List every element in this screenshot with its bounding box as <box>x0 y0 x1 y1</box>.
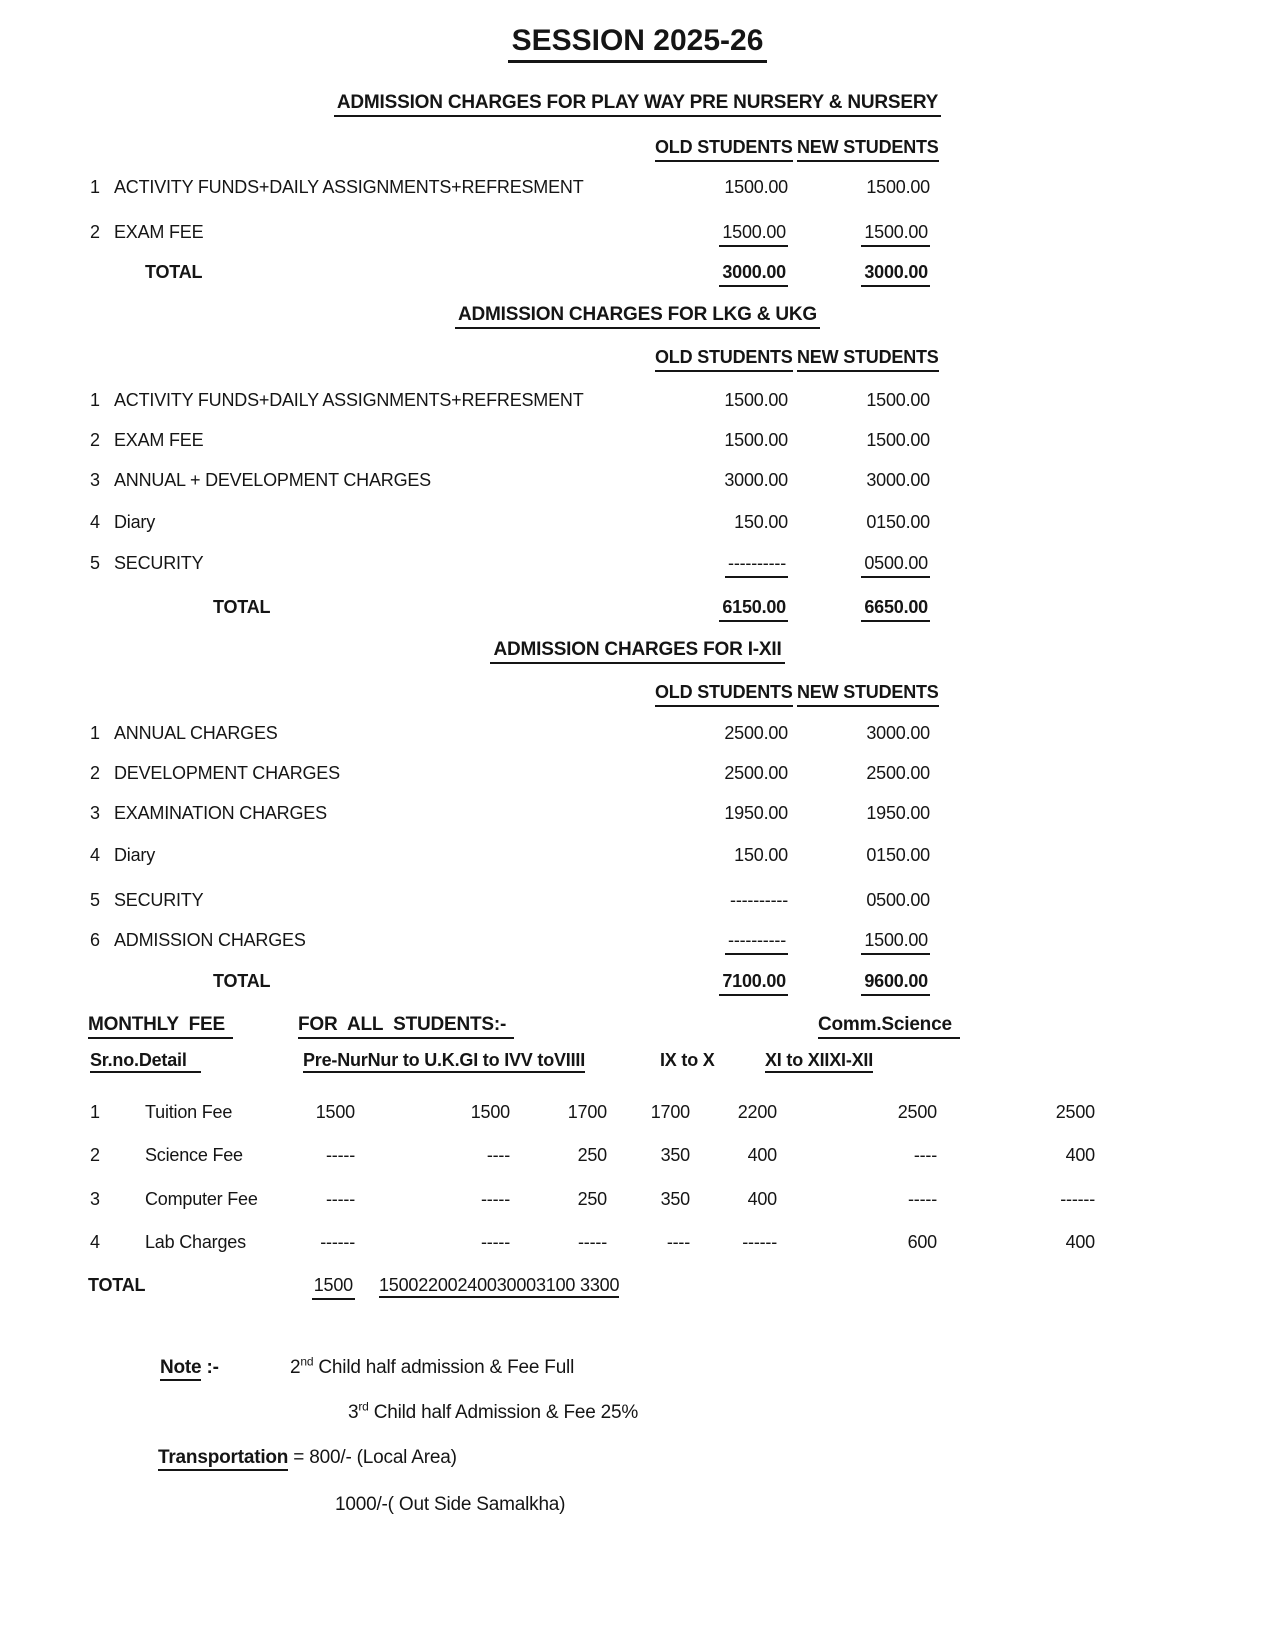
row-number: 2 <box>90 222 100 242</box>
new-students-value: 1500.00 <box>861 928 930 955</box>
page-title: SESSION 2025-26 <box>508 24 768 63</box>
title-row <box>0 24 1275 63</box>
row-number: 4 <box>90 1232 100 1252</box>
old-students-header: OLD STUDENTS <box>655 680 793 707</box>
total-label: TOTAL <box>213 971 271 991</box>
value-ix-x: ------ <box>742 1232 777 1252</box>
total-label: TOTAL <box>213 597 271 617</box>
row-number: 4 <box>90 512 100 532</box>
monthly-fee-title-row <box>0 1013 1275 1039</box>
comm-science-label: Comm.Science <box>818 1014 960 1039</box>
new-students-value: 1500.00 <box>866 390 930 410</box>
new-students-value: 0500.00 <box>861 551 930 578</box>
new-students-value: 3000.00 <box>866 470 930 490</box>
class-columns-header-run2: XI to XIIXI-XII <box>765 1050 873 1073</box>
old-students-total: 7100.00 <box>719 969 788 996</box>
new-students-value: 0150.00 <box>866 845 930 865</box>
row-number: 2 <box>90 430 100 450</box>
section-header-i-xii <box>0 638 1275 664</box>
value-v-viii: 350 <box>660 1145 690 1165</box>
total-row <box>0 595 1275 621</box>
new-students-header: NEW STUDENTS <box>797 680 939 707</box>
note-line-1 <box>0 1355 1275 1385</box>
fee-label: Lab Charges <box>145 1232 246 1252</box>
old-students-value: 1500.00 <box>724 177 788 197</box>
new-students-total: 9600.00 <box>861 969 930 996</box>
new-students-value: 3000.00 <box>866 723 930 743</box>
fee-label: Science Fee <box>145 1145 243 1165</box>
note-label-suffix: :- <box>201 1357 219 1378</box>
fee-label: ANNUAL CHARGES <box>114 723 278 743</box>
value-ix-x: 400 <box>747 1145 777 1165</box>
fee-label: EXAMINATION CHARGES <box>114 803 327 823</box>
row-number: 1 <box>90 723 100 743</box>
fee-row <box>0 801 1275 827</box>
value-xi-xii-comm: 600 <box>907 1232 937 1252</box>
value-v-viii: 350 <box>660 1189 690 1209</box>
fee-row <box>0 428 1275 454</box>
monthly-row-tuition <box>0 1100 1275 1126</box>
transportation-line-1 <box>0 1445 1275 1475</box>
fee-row <box>0 551 1275 577</box>
value-nur-ukg: ---- <box>486 1145 510 1165</box>
new-students-value: 1500.00 <box>866 177 930 197</box>
fee-row <box>0 388 1275 414</box>
column-headers <box>0 135 1275 161</box>
for-all-students-label: FOR ALL STUDENTS:- <box>298 1014 514 1039</box>
new-students-total: 3000.00 <box>861 260 930 287</box>
fee-row <box>0 510 1275 536</box>
new-students-value: 2500.00 <box>866 763 930 783</box>
monthly-table-header <box>0 1048 1275 1074</box>
value-pre-nur: 1500 <box>315 1102 355 1122</box>
new-students-value: 1500.00 <box>866 430 930 450</box>
new-students-header: NEW STUDENTS <box>797 345 939 372</box>
fee-label: Tuition Fee <box>145 1102 233 1122</box>
value-nur-ukg: ----- <box>481 1232 510 1252</box>
monthly-row-science <box>0 1143 1275 1169</box>
fee-label: EXAM FEE <box>114 222 204 242</box>
transportation-text: = 800/- (Local Area) <box>288 1447 457 1468</box>
row-number: 6 <box>90 930 100 950</box>
section-header-playway <box>0 91 1275 117</box>
value-nur-ukg: 1500 <box>470 1102 510 1122</box>
value-xi-xii-science: 2500 <box>1055 1102 1095 1122</box>
fee-row <box>0 721 1275 747</box>
value-i-iv: 250 <box>577 1145 607 1165</box>
fee-label: SECURITY <box>114 890 204 910</box>
old-students-value: 1500.00 <box>724 430 788 450</box>
row-number: 5 <box>90 553 100 573</box>
new-students-header: NEW STUDENTS <box>797 135 939 162</box>
value-xi-xii-science: ------ <box>1060 1189 1095 1209</box>
new-students-value: 1950.00 <box>866 803 930 823</box>
new-students-value: 1500.00 <box>861 220 930 247</box>
row-number: 3 <box>90 803 100 823</box>
row-number: 1 <box>90 1102 100 1122</box>
value-nur-ukg: ----- <box>481 1189 510 1209</box>
total-row <box>0 260 1275 286</box>
fee-label: ACTIVITY FUNDS+DAILY ASSIGNMENTS+REFRESMENT <box>114 177 584 197</box>
value-xi-xii-science: 400 <box>1065 1145 1095 1165</box>
value-pre-nur: ----- <box>326 1145 355 1165</box>
old-students-value: ---------- <box>725 928 788 955</box>
value-pre-nur: ------ <box>320 1232 355 1252</box>
row-number: 2 <box>90 763 100 783</box>
row-number: 3 <box>90 470 100 490</box>
row-number: 1 <box>90 177 100 197</box>
fee-label: DEVELOPMENT CHARGES <box>114 763 340 783</box>
row-number: 2 <box>90 1145 100 1165</box>
total-values-run: 15002200240030003100 3300 <box>379 1275 619 1298</box>
section-title: ADMISSION CHARGES FOR PLAY WAY PRE NURSERY & NURSERY <box>334 92 941 117</box>
fee-label: ACTIVITY FUNDS+DAILY ASSIGNMENTS+REFRESMENT <box>114 390 584 410</box>
value-xi-xii-comm: ---- <box>913 1145 937 1165</box>
monthly-row-computer <box>0 1187 1275 1213</box>
row-number: 1 <box>90 390 100 410</box>
monthly-fee-label: MONTHLY FEE <box>88 1014 233 1039</box>
transportation-outside-text: 1000/-( Out Side Samalkha) <box>335 1494 566 1515</box>
value-ix-x: 400 <box>747 1189 777 1209</box>
total-label: TOTAL <box>88 1275 146 1295</box>
old-students-header: OLD STUDENTS <box>655 135 793 162</box>
value-i-iv: 250 <box>577 1189 607 1209</box>
total-row <box>0 969 1275 995</box>
class-column-ix-x: IX to X <box>660 1050 715 1070</box>
fee-label: ANNUAL + DEVELOPMENT CHARGES <box>114 470 431 490</box>
total-label: TOTAL <box>145 262 203 282</box>
note-label: Note <box>160 1357 201 1381</box>
value-xi-xii-science: 400 <box>1065 1232 1095 1252</box>
note-text-2nd-child: 2nd Child half admission & Fee Full <box>290 1354 575 1378</box>
row-number: 5 <box>90 890 100 910</box>
old-students-value: 1950.00 <box>724 803 788 823</box>
class-columns-header-run1: Pre-NurNur to U.K.GI to IVV toVIIII <box>303 1050 585 1073</box>
old-students-value: 150.00 <box>734 512 788 532</box>
new-students-value: 0150.00 <box>866 512 930 532</box>
row-number: 3 <box>90 1189 100 1209</box>
fee-row <box>0 175 1275 201</box>
old-students-value: 1500.00 <box>724 390 788 410</box>
total-pre-nur: 1500 <box>312 1273 355 1300</box>
section-title: ADMISSION CHARGES FOR I-XII <box>490 639 784 664</box>
fee-row <box>0 928 1275 954</box>
fee-row <box>0 888 1275 914</box>
value-i-iv: ----- <box>578 1232 607 1252</box>
old-students-value: ---------- <box>730 890 788 910</box>
column-headers <box>0 345 1275 371</box>
old-students-value: 3000.00 <box>724 470 788 490</box>
section-title: ADMISSION CHARGES FOR LKG & UKG <box>455 304 820 329</box>
fee-label: EXAM FEE <box>114 430 204 450</box>
value-i-iv: 1700 <box>567 1102 607 1122</box>
value-xi-xii-comm: ----- <box>908 1189 937 1209</box>
old-students-total: 6150.00 <box>719 595 788 622</box>
column-headers <box>0 680 1275 706</box>
value-pre-nur: ----- <box>326 1189 355 1209</box>
fee-label: Diary <box>114 845 156 865</box>
fee-label: Computer Fee <box>145 1189 258 1209</box>
fee-row <box>0 468 1275 494</box>
transportation-line-2 <box>0 1492 1275 1522</box>
row-number: 4 <box>90 845 100 865</box>
note-text-3rd-child: 3rd Child half Admission & Fee 25% <box>348 1399 639 1423</box>
note-line-2 <box>0 1400 1275 1430</box>
fee-row <box>0 220 1275 246</box>
transportation-label: Transportation <box>158 1447 288 1471</box>
old-students-value: 1500.00 <box>719 220 788 247</box>
section-header-lkg-ukg <box>0 303 1275 329</box>
fee-row <box>0 843 1275 869</box>
value-v-viii: ---- <box>666 1232 690 1252</box>
old-students-value: 2500.00 <box>724 723 788 743</box>
monthly-total-row <box>0 1273 1275 1299</box>
old-students-value: 150.00 <box>734 845 788 865</box>
fee-label: ADMISSION CHARGES <box>114 930 306 950</box>
value-ix-x: 2200 <box>737 1102 777 1122</box>
value-xi-xii-comm: 2500 <box>897 1102 937 1122</box>
old-students-value: 2500.00 <box>724 763 788 783</box>
fee-row <box>0 761 1275 787</box>
detail-header: Detail <box>138 1050 187 1070</box>
new-students-total: 6650.00 <box>861 595 930 622</box>
old-students-value: ---------- <box>725 551 788 578</box>
old-students-total: 3000.00 <box>719 260 788 287</box>
old-students-header: OLD STUDENTS <box>655 345 793 372</box>
srno-header: Sr.no. <box>90 1050 139 1070</box>
monthly-row-lab <box>0 1230 1275 1256</box>
fee-label: SECURITY <box>114 553 204 573</box>
fee-label: Diary <box>114 512 156 532</box>
new-students-value: 0500.00 <box>866 890 930 910</box>
value-v-viii: 1700 <box>650 1102 690 1122</box>
